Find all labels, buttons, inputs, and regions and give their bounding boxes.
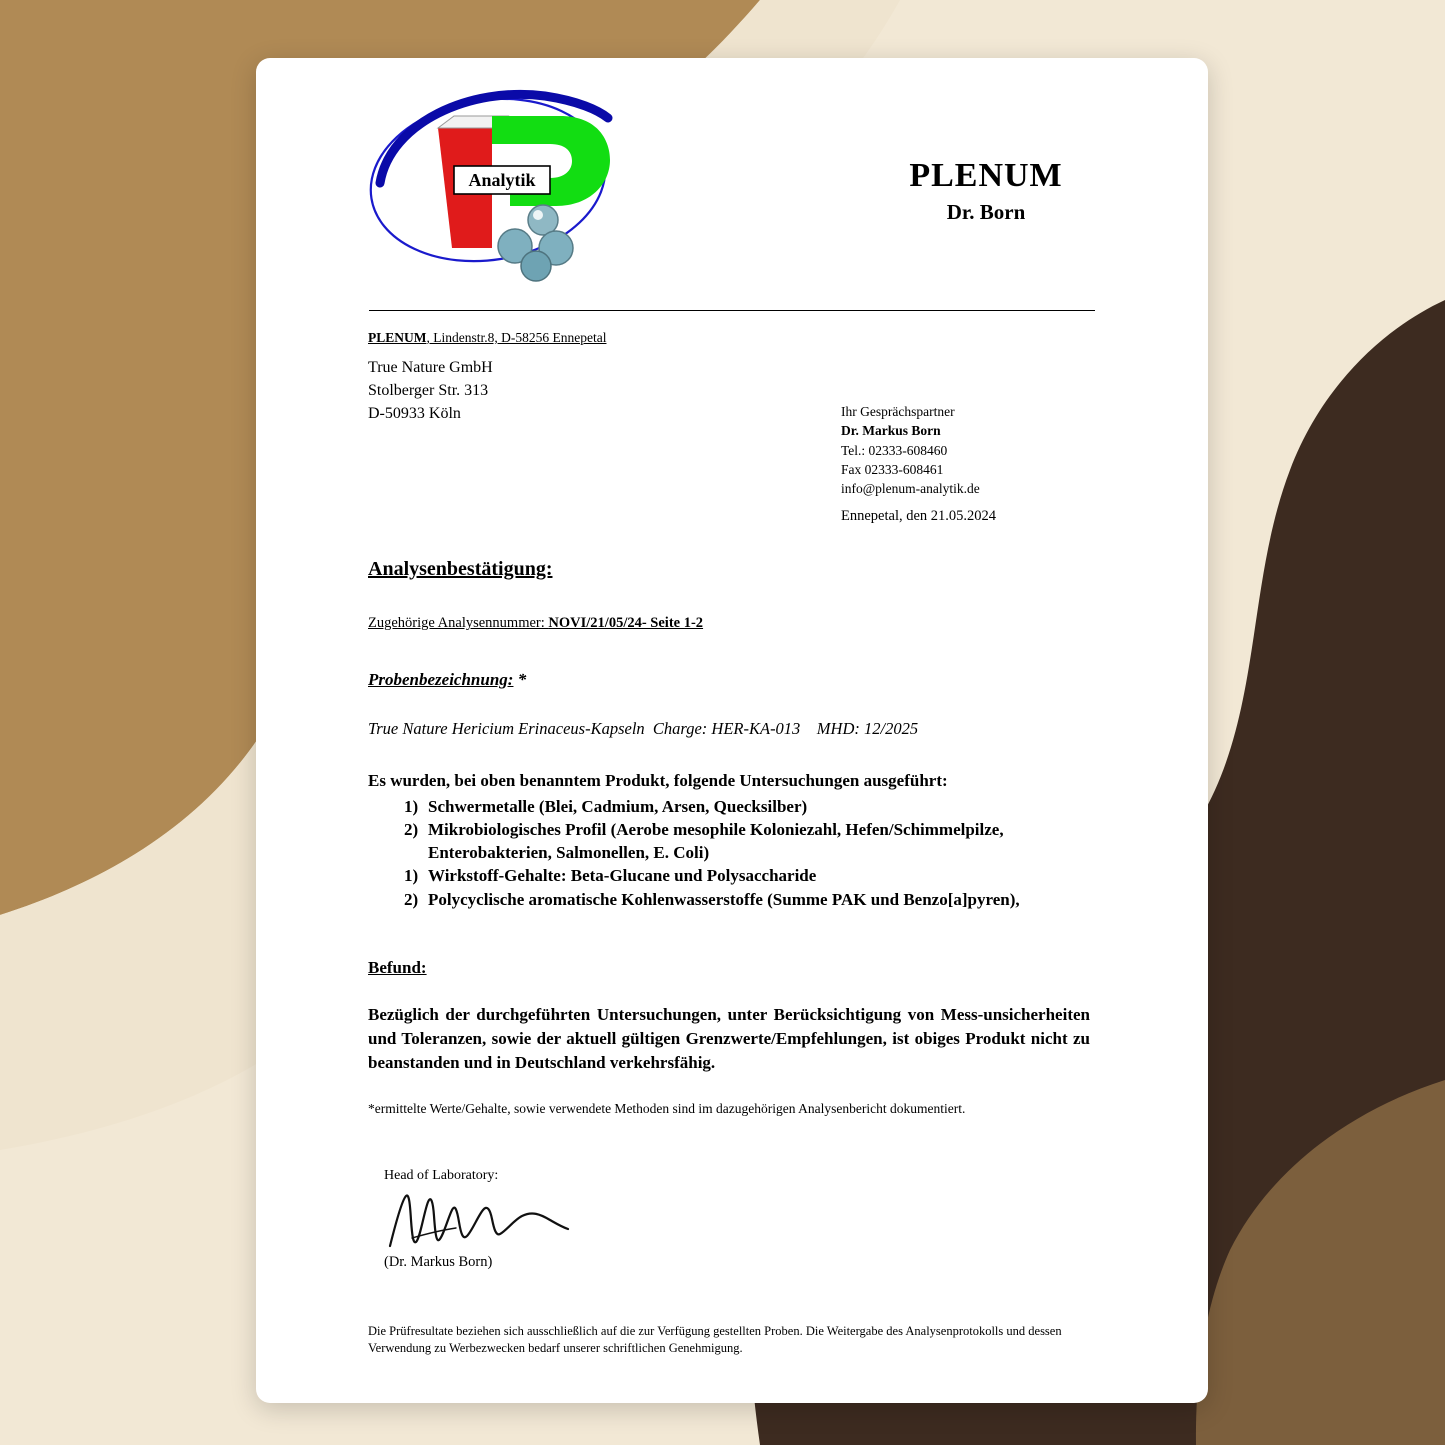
- test-text: Schwermetalle (Blei, Cadmium, Arsen, Quecksilber): [428, 797, 808, 816]
- befund-text: Bezüglich der durchgeführten Untersuchungen, unter Berücksichtigung von Mess-unsicherheiten und Toleranzen, sowie der aktuell gültigen Grenzwerte/Empfehlungen, ist obiges Produkt nicht zu beanstanden und in Deutschland verkehrsfähig.: [368, 1005, 1090, 1073]
- document-page: [256, 58, 1208, 1403]
- signature-cross-stroke: [412, 1228, 456, 1238]
- brand-block: [816, 158, 1156, 225]
- brand-subtitle: Dr. Born: [946, 199, 1026, 224]
- header-divider: [369, 310, 1095, 311]
- test-number: 1): [404, 797, 419, 816]
- contact-name: Dr. Markus Born: [841, 423, 941, 439]
- recipient-address: [368, 356, 493, 426]
- heading-probenbezeichnung: [368, 670, 526, 690]
- sample-description: True Nature Hericium Erinaceus-Kapseln Charge: HER-KA-013 MHD: 12/2025: [368, 719, 919, 738]
- test-number: 1): [404, 866, 419, 886]
- list-item: [388, 796, 1118, 818]
- test-number: 2): [404, 889, 419, 909]
- list-item: [388, 889, 1118, 911]
- contact-label: Ihr Gesprächspartner: [841, 404, 955, 419]
- return-address-rest: , Lindenstr.8, D-58256 Ennepetal: [426, 330, 607, 345]
- return-address-line: [368, 330, 606, 346]
- logo-label-text: Analytik: [468, 170, 536, 190]
- recipient-line-1: True Nature GmbH: [368, 359, 493, 376]
- signature-image: [382, 1182, 602, 1262]
- analysis-number-value: NOVI/21/05/24- Seite 1-2: [548, 615, 704, 631]
- contact-fax: Fax 02333-608461: [841, 461, 944, 477]
- test-text: Polycyclische aromatische Kohlenwasserstoffe (Summe PAK und Benzo[a]pyren),: [428, 889, 1020, 909]
- recipient-line-2: Stolberger Str. 313: [368, 382, 489, 400]
- document-content: [256, 58, 1208, 1403]
- contact-email: info@plenum-analytik.de: [841, 481, 980, 497]
- date-line: Ennepetal, den 21.05.2024: [841, 508, 997, 524]
- signature-name: (Dr. Markus Born): [384, 1254, 493, 1270]
- list-item: [388, 819, 1118, 864]
- analysis-number-label: Zugehörige Analysennummer:: [368, 615, 549, 631]
- test-text: Wirkstoff-Gehalte: Beta-Glucane und Polysaccharide: [428, 866, 817, 886]
- signature-stroke: [390, 1196, 568, 1246]
- heading-probenbezeichnung-star: *: [513, 670, 527, 689]
- test-text: Mikrobiologisches Profil (Aerobe mesophile Koloniezahl, Hefen/Schimmelpilze, Enterobakterien, Salmonellen, E. Coli): [428, 820, 1004, 862]
- signature-label: Head of Laboratory:: [384, 1168, 499, 1183]
- analysis-number: [368, 615, 703, 632]
- brand-name: PLENUM: [909, 157, 1063, 194]
- list-item: [388, 865, 1118, 887]
- disclaimer-text: Die Prüfresultate beziehen sich ausschließlich auf die zur Verfügung gestellten Proben. Die Weitergabe des Analysenprotokolls und dessen Verwendung zu Werbezwecken bedarf unserer schriftlichen Genehmigung.: [368, 1324, 1062, 1355]
- heading-probenbezeichnung-text: Probenbezeichnung:: [368, 670, 514, 689]
- return-address-company: PLENUM: [368, 330, 427, 345]
- heading-befund: Befund:: [368, 958, 427, 977]
- test-number: 2): [404, 820, 419, 840]
- footnote-text: *ermittelte Werte/Gehalte, sowie verwendete Methoden sind im dazugehörigen Analysenbericht dokumentiert.: [368, 1101, 966, 1116]
- plenum-logo: [360, 88, 640, 298]
- contact-tel: Tel.: 02333-608460: [841, 442, 948, 458]
- contact-block: [841, 402, 980, 498]
- tests-list: [388, 796, 1118, 912]
- logo-molecule-icon: [498, 205, 573, 281]
- heading-analysenbestaetigung: Analysenbestätigung:: [368, 558, 553, 580]
- recipient-line-3: D-50933 Köln: [368, 405, 461, 423]
- tests-intro: Es wurden, bei oben benanntem Produkt, folgende Untersuchungen ausgeführt:: [368, 771, 948, 790]
